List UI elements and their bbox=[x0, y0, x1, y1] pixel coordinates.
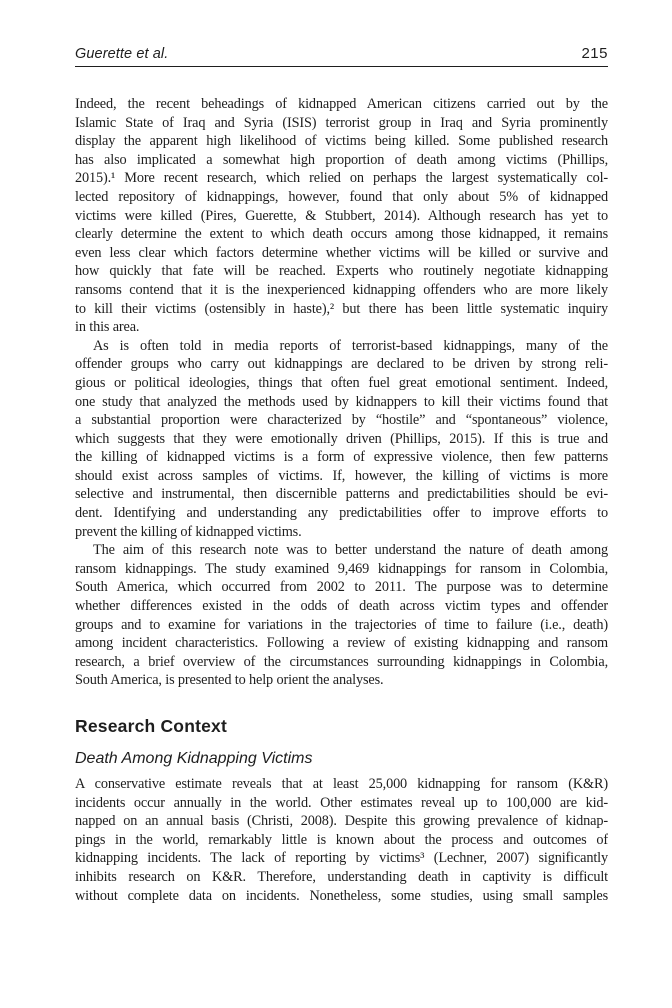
text-line: Indeed, the recent beheadings of kidnapped American citizens carried out by the bbox=[75, 96, 608, 112]
text-line: As is often told in media reports of terrorist-based kidnappings, many of the bbox=[93, 337, 608, 354]
text-line: kidnapping incidents. The lack of reporting by victims³ (Lechner, 2007) significantly bbox=[75, 850, 608, 867]
text-line: should exist across samples of victims. If, however, the killing of victims is more bbox=[75, 467, 608, 484]
text-line: has also implicated a somewhat high proportion of death among victims (Phillips, bbox=[75, 151, 608, 168]
text-line: dent. Identifying and understanding any predictabilities offer to improve efforts to bbox=[75, 505, 608, 522]
text-line: offender groups who carry out kidnappings are declared to be driven by strong reli- bbox=[75, 356, 608, 373]
text-line: the killing of kidnapped victims is a form of expressive violence, then few patterns bbox=[75, 449, 608, 466]
text-line: among incident characteristics. Following a review of existing kidnapping and ransom bbox=[75, 635, 608, 652]
text-line: one study that analyzed the methods used by kidnappers to kill their victims found that bbox=[75, 393, 608, 410]
text-line: inhibits research on K&R. Therefore, understanding death in captivity is difficult bbox=[75, 868, 608, 885]
text-line: South America, which occurred from 2002 to 2011. The purpose was to determine bbox=[75, 579, 608, 596]
text-line: Islamic State of Iraq and Syria (ISIS) terrorist group in Iraq and Syria prominently bbox=[75, 114, 608, 131]
text-line: incidents occur annually in the world. Other estimates reveal up to 100,000 are kid- bbox=[75, 794, 608, 811]
article-body bbox=[75, 95, 608, 905]
text-line: ransom kidnappings. The study examined 9,469 kidnappings for ransom in Colombia, bbox=[75, 560, 608, 577]
running-head: Guerette et al. bbox=[75, 46, 169, 62]
subsection-heading: Death Among Kidnapping Victims bbox=[75, 750, 313, 767]
text-line: South America, is presented to help orient the analyses. bbox=[75, 672, 384, 689]
text-line: a substantial proportion were characterized by “hostile” and “spontaneous” violence, bbox=[75, 412, 608, 429]
paragraph bbox=[75, 775, 608, 905]
text-line: even less clear which factors determine whether victims will be killed or survive and bbox=[75, 244, 608, 261]
text-line: research, a brief overview of the circumstances surrounding kidnappings in Colombia, bbox=[75, 653, 608, 670]
page-number: 215 bbox=[581, 45, 608, 62]
text-line: napped on an annual basis (Christi, 2008). Despite this growing prevalence of kidnap- bbox=[75, 813, 608, 830]
paragraph bbox=[75, 95, 608, 337]
text-line: 2015).¹ More recent research, which relied on perhaps the largest systematically col- bbox=[75, 170, 608, 187]
text-line: gious or political ideologies, things that often fuel great emotional sentiment. Indeed, bbox=[75, 374, 608, 391]
text-line: prevent the killing of kidnapped victims. bbox=[75, 523, 302, 540]
text-line: display the apparent high likelihood of victims being killed. Some published research bbox=[75, 133, 608, 150]
text-line: ransoms contend that it is the inexperienced kidnapping offenders who are more likely bbox=[75, 281, 608, 298]
text-line: pings in the world, remarkably little is known about the process and outcomes of bbox=[75, 831, 608, 848]
text-line: groups and to examine for variations in the trajectories of time to failure (i.e., death) bbox=[75, 616, 608, 633]
text-line: selective and instrumental, then discernible patterns and predictabilities should be evi- bbox=[75, 486, 608, 503]
paragraph bbox=[75, 337, 608, 542]
text-line: lected repository of kidnappings, however, found that only about 5% of kidnapped bbox=[75, 188, 608, 205]
text-line: in this area. bbox=[75, 319, 140, 336]
paragraph bbox=[75, 541, 608, 690]
page-header bbox=[75, 45, 608, 67]
text-line: without complete data on incidents. Nonetheless, some studies, using small samples bbox=[75, 887, 608, 904]
text-line: how quickly that fate will be reached. Experts who routinely negotiate kidnapping bbox=[75, 263, 608, 280]
text-line: to kill their victims (ostensibly in haste),² but there has been little systematic inquiry bbox=[75, 300, 608, 317]
text-line: which suggests that they were emotionally driven (Phillips, 2015). If this is true and bbox=[75, 430, 608, 447]
text-line: victims were killed (Pires, Guerette, & Stubbert, 2014). Although research has yet to bbox=[75, 207, 608, 224]
text-line: A conservative estimate reveals that at least 25,000 kidnapping for ransom (K&R) bbox=[75, 776, 608, 792]
text-line: clearly determine the extent to which death occurs among those kidnapped, it remains bbox=[75, 226, 608, 243]
text-line: The aim of this research note was to better understand the nature of death among bbox=[93, 542, 608, 559]
text-line: whether differences existed in the odds of death across victim types and offender bbox=[75, 598, 608, 615]
section-heading: Research Context bbox=[75, 716, 228, 736]
